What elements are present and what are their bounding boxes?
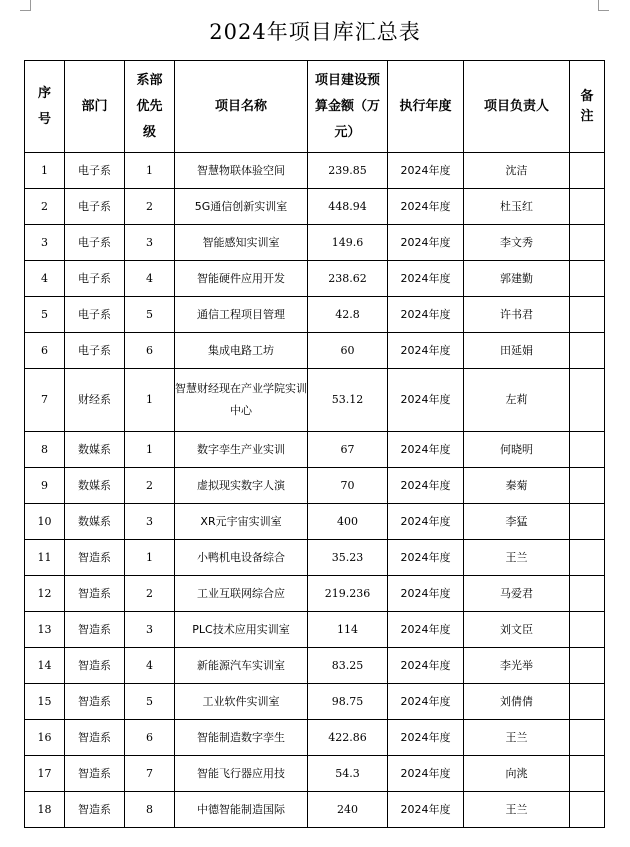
- table-row: [25, 684, 605, 720]
- row-year: 2024年度: [388, 612, 464, 648]
- row-project-name: 虚拟现实数字人演: [175, 468, 308, 504]
- row-priority: 2: [125, 576, 175, 612]
- row-project-name: 智慧物联体验空间: [175, 153, 308, 189]
- header-owner: 项目负责人: [464, 61, 570, 153]
- row-year: 2024年度: [388, 432, 464, 468]
- row-index: 14: [25, 648, 65, 684]
- row-budget: 98.75: [308, 684, 388, 720]
- table-row: [25, 432, 605, 468]
- row-project-name: 数字孪生产业实训: [175, 432, 308, 468]
- row-owner: 李文秀: [464, 225, 570, 261]
- row-priority: 2: [125, 468, 175, 504]
- row-year: 2024年度: [388, 684, 464, 720]
- row-year: 2024年度: [388, 189, 464, 225]
- row-remark: [570, 297, 605, 333]
- row-budget: 70: [308, 468, 388, 504]
- row-year: 2024年度: [388, 261, 464, 297]
- table-row: [25, 792, 605, 828]
- row-dept: 智造系: [65, 720, 125, 756]
- table-row: [25, 576, 605, 612]
- row-priority: 6: [125, 333, 175, 369]
- table-row: [25, 225, 605, 261]
- row-project-name: 工业软件实训室: [175, 684, 308, 720]
- row-budget: 35.23: [308, 540, 388, 576]
- row-remark: [570, 189, 605, 225]
- row-project-name: 智能飞行器应用技: [175, 756, 308, 792]
- table-row: [25, 333, 605, 369]
- page-corner-mark-right: [598, 0, 609, 11]
- row-owner: 马爱君: [464, 576, 570, 612]
- row-budget: 54.3: [308, 756, 388, 792]
- row-remark: [570, 540, 605, 576]
- row-project-name: 工业互联网综合应: [175, 576, 308, 612]
- row-owner: 王兰: [464, 720, 570, 756]
- row-index: 12: [25, 576, 65, 612]
- table-row: [25, 468, 605, 504]
- row-index: 17: [25, 756, 65, 792]
- project-summary-table: [24, 60, 605, 828]
- row-dept: 电子系: [65, 225, 125, 261]
- table-row: [25, 540, 605, 576]
- row-project-name: XR元宇宙实训室: [175, 504, 308, 540]
- header-year: 执行年度: [388, 61, 464, 153]
- row-priority: 3: [125, 504, 175, 540]
- row-priority: 5: [125, 297, 175, 333]
- header-remark: 备注: [570, 61, 605, 153]
- row-dept: 数媒系: [65, 504, 125, 540]
- row-project-name: 智能制造数字孪生: [175, 720, 308, 756]
- row-remark: [570, 468, 605, 504]
- row-priority: 3: [125, 612, 175, 648]
- row-year: 2024年度: [388, 225, 464, 261]
- row-remark: [570, 369, 605, 432]
- row-year: 2024年度: [388, 297, 464, 333]
- row-remark: [570, 756, 605, 792]
- table-row: [25, 369, 605, 432]
- page-corner-mark-left: [20, 0, 31, 11]
- header-index: 序号: [25, 61, 65, 153]
- row-remark: [570, 648, 605, 684]
- row-remark: [570, 333, 605, 369]
- row-dept: 智造系: [65, 648, 125, 684]
- row-owner: 刘倩倩: [464, 684, 570, 720]
- row-budget: 219.236: [308, 576, 388, 612]
- row-index: 15: [25, 684, 65, 720]
- row-priority: 4: [125, 648, 175, 684]
- row-owner: 秦菊: [464, 468, 570, 504]
- row-priority: 7: [125, 756, 175, 792]
- row-priority: 8: [125, 792, 175, 828]
- row-budget: 400: [308, 504, 388, 540]
- row-dept: 财经系: [65, 369, 125, 432]
- table-row: [25, 153, 605, 189]
- row-index: 10: [25, 504, 65, 540]
- row-remark: [570, 720, 605, 756]
- row-year: 2024年度: [388, 576, 464, 612]
- row-dept: 智造系: [65, 612, 125, 648]
- row-project-name: 小鸭机电设备综合: [175, 540, 308, 576]
- row-dept: 智造系: [65, 756, 125, 792]
- row-priority: 1: [125, 369, 175, 432]
- document-title: 2024年项目库汇总表: [209, 20, 421, 44]
- row-index: 1: [25, 153, 65, 189]
- row-project-name: 智慧财经现在产业学院实训中心: [175, 369, 308, 432]
- row-owner: 田延娟: [464, 333, 570, 369]
- row-dept: 智造系: [65, 792, 125, 828]
- row-index: 16: [25, 720, 65, 756]
- row-project-name: 集成电路工坊: [175, 333, 308, 369]
- row-project-name: 中德智能制造国际: [175, 792, 308, 828]
- row-owner: 沈洁: [464, 153, 570, 189]
- table-header-row: [25, 61, 605, 153]
- row-priority: 1: [125, 153, 175, 189]
- row-remark: [570, 792, 605, 828]
- row-dept: 电子系: [65, 261, 125, 297]
- row-project-name: 5G通信创新实训室: [175, 189, 308, 225]
- row-owner: 王兰: [464, 792, 570, 828]
- row-priority: 5: [125, 684, 175, 720]
- row-budget: 239.85: [308, 153, 388, 189]
- table-row: [25, 261, 605, 297]
- row-year: 2024年度: [388, 333, 464, 369]
- row-dept: 数媒系: [65, 468, 125, 504]
- row-year: 2024年度: [388, 504, 464, 540]
- row-owner: 左莉: [464, 369, 570, 432]
- row-priority: 1: [125, 540, 175, 576]
- row-budget: 42.8: [308, 297, 388, 333]
- row-budget: 114: [308, 612, 388, 648]
- row-owner: 李猛: [464, 504, 570, 540]
- row-year: 2024年度: [388, 720, 464, 756]
- row-owner: 杜玉红: [464, 189, 570, 225]
- row-dept: 智造系: [65, 576, 125, 612]
- row-index: 11: [25, 540, 65, 576]
- row-index: 4: [25, 261, 65, 297]
- row-budget: 240: [308, 792, 388, 828]
- row-year: 2024年度: [388, 648, 464, 684]
- row-index: 13: [25, 612, 65, 648]
- row-remark: [570, 684, 605, 720]
- row-priority: 1: [125, 432, 175, 468]
- row-year: 2024年度: [388, 540, 464, 576]
- row-dept: 电子系: [65, 297, 125, 333]
- row-project-name: 通信工程项目管理: [175, 297, 308, 333]
- table-row: [25, 720, 605, 756]
- row-year: 2024年度: [388, 153, 464, 189]
- row-index: 2: [25, 189, 65, 225]
- row-budget: 53.12: [308, 369, 388, 432]
- row-index: 9: [25, 468, 65, 504]
- header-priority: 系部优先级: [125, 61, 175, 153]
- row-index: 18: [25, 792, 65, 828]
- row-dept: 智造系: [65, 684, 125, 720]
- row-index: 5: [25, 297, 65, 333]
- row-priority: 2: [125, 189, 175, 225]
- row-index: 7: [25, 369, 65, 432]
- row-remark: [570, 225, 605, 261]
- header-budget: 项目建设预算金额（万元）: [308, 61, 388, 153]
- row-remark: [570, 576, 605, 612]
- header-project-name: 项目名称: [175, 61, 308, 153]
- row-budget: 448.94: [308, 189, 388, 225]
- row-dept: 电子系: [65, 153, 125, 189]
- table-row: [25, 612, 605, 648]
- header-dept: 部门: [65, 61, 125, 153]
- row-index: 8: [25, 432, 65, 468]
- row-project-name: PLC技术应用实训室: [175, 612, 308, 648]
- row-owner: 向洮: [464, 756, 570, 792]
- row-remark: [570, 261, 605, 297]
- row-owner: 许书君: [464, 297, 570, 333]
- row-remark: [570, 153, 605, 189]
- row-year: 2024年度: [388, 369, 464, 432]
- row-project-name: 新能源汽车实训室: [175, 648, 308, 684]
- row-budget: 83.25: [308, 648, 388, 684]
- table-row: [25, 297, 605, 333]
- table-row: [25, 648, 605, 684]
- row-remark: [570, 504, 605, 540]
- row-budget: 67: [308, 432, 388, 468]
- row-project-name: 智能硬件应用开发: [175, 261, 308, 297]
- table-row: [25, 756, 605, 792]
- row-dept: 电子系: [65, 189, 125, 225]
- table-row: [25, 504, 605, 540]
- row-budget: 238.62: [308, 261, 388, 297]
- row-owner: 李光举: [464, 648, 570, 684]
- row-priority: 4: [125, 261, 175, 297]
- row-dept: 电子系: [65, 333, 125, 369]
- row-dept: 数媒系: [65, 432, 125, 468]
- row-budget: 149.6: [308, 225, 388, 261]
- row-year: 2024年度: [388, 756, 464, 792]
- row-priority: 3: [125, 225, 175, 261]
- row-budget: 60: [308, 333, 388, 369]
- row-remark: [570, 432, 605, 468]
- table-row: [25, 189, 605, 225]
- row-owner: 郭建勤: [464, 261, 570, 297]
- row-index: 6: [25, 333, 65, 369]
- row-index: 3: [25, 225, 65, 261]
- row-year: 2024年度: [388, 792, 464, 828]
- row-project-name: 智能感知实训室: [175, 225, 308, 261]
- row-budget: 422.86: [308, 720, 388, 756]
- row-owner: 何晓明: [464, 432, 570, 468]
- row-year: 2024年度: [388, 468, 464, 504]
- row-priority: 6: [125, 720, 175, 756]
- row-remark: [570, 612, 605, 648]
- row-owner: 王兰: [464, 540, 570, 576]
- row-owner: 刘文臣: [464, 612, 570, 648]
- row-dept: 智造系: [65, 540, 125, 576]
